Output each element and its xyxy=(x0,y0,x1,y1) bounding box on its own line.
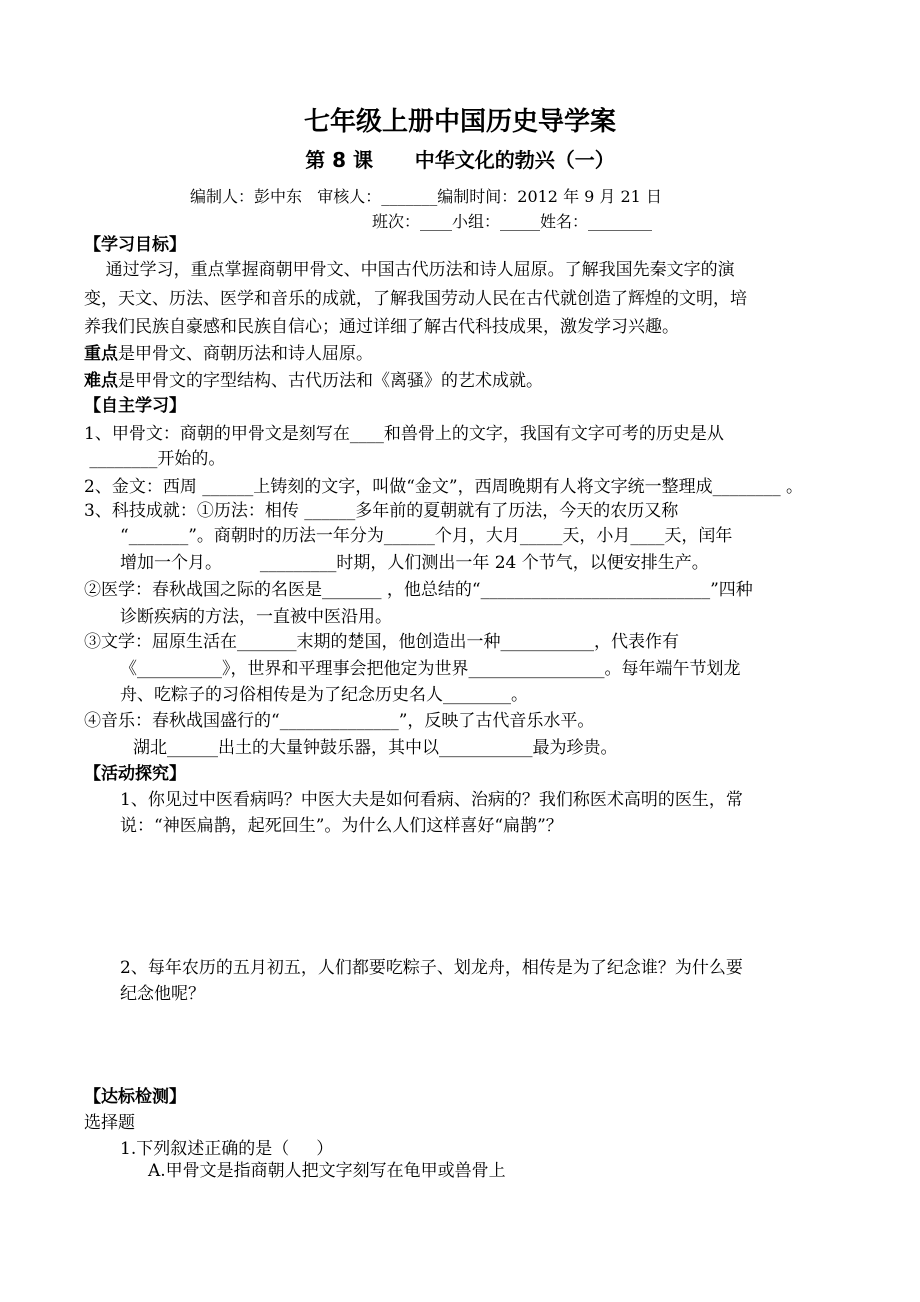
fill-line: 增加一个月。 _________时期，人们测出一年 24 个节气，以便安排生产。 xyxy=(120,553,709,573)
fill-line: 3、科技成就：①历法：相传 ______多年前的夏朝就有了历法，今天的农历又称 xyxy=(84,501,679,521)
test-type: 选择题 xyxy=(84,1113,135,1133)
document-title: 七年级上册中国历史导学案 xyxy=(303,107,616,137)
class-line: 班次：____小组：_____姓名：________ xyxy=(372,212,653,231)
fill-line: “_______”。商朝时的历法一年分为______个月，大月_____天，小月____天，闰年 xyxy=(120,526,733,546)
activity-question: 1、你见过中医看病吗？中医大夫是如何看病、治病的？我们称医术高明的医生，常 xyxy=(120,790,743,810)
difficult-point xyxy=(84,369,543,393)
fill-line: 舟、吃粽子的习俗相传是为了纪念历史名人________。 xyxy=(120,685,528,705)
fill-line: 湖北______出土的大量钟鼓乐器，其中以___________最为珍贵。 xyxy=(133,738,618,758)
key-text: 是甲骨文、商朝历法和诗人屈原。 xyxy=(118,344,373,364)
activity-question: 说：“神医扁鹊，起死回生”。为什么人们这样喜好“扁鹊”？ xyxy=(120,816,563,836)
fill-line: ②医学：春秋战国之际的名医是_______ ，他总结的“___________________________”四种 xyxy=(84,580,753,600)
fill-line: ④音乐：春秋战国盛行的“______________”，反映了古代音乐水平。 xyxy=(84,711,595,731)
test-heading: 【达标检测】 xyxy=(84,1087,186,1107)
editor-line: 编制人：彭中东 审核人：_______编制时间：2012 年 9 月 21 日 xyxy=(190,187,662,206)
activity-question: 2、每年农历的五月初五，人们都要吃粽子、划龙舟，相传是为了纪念谁？为什么要 xyxy=(120,958,743,978)
goals-para-line: 变，天文、历法、医学和音乐的成就，了解我国劳动人民在古代就创造了辉煌的文明，培 xyxy=(84,289,747,309)
difficult-text: 是甲骨文的字型结构、古代历法和《离骚》的艺术成就。 xyxy=(118,371,543,391)
goals-heading: 【学习目标】 xyxy=(84,235,186,255)
test-option-a: A.甲骨文是指商朝人把文字刻写在龟甲或兽骨上 xyxy=(148,1161,506,1181)
fill-line: 诊断疾病的方法，一直被中医沿用。 xyxy=(120,607,392,627)
fill-line: 2、金文：西周 ______上铸刻的文字，叫做“金文”，西周晚期有人将文字统一整理成________ 。 xyxy=(84,477,804,497)
goals-para-line: 通过学习，重点掌握商朝甲骨文、中国古代历法和诗人屈原。了解我国先秦文字的演 xyxy=(84,260,735,280)
fill-line: 《__________》，世界和平理事会把他定为世界________________。每年端午节划龙 xyxy=(120,659,741,679)
fill-line: 1、甲骨文：商朝的甲骨文是刻写在____和兽骨上的文字，我国有文字可考的历史是从 xyxy=(84,424,724,444)
key-label: 重点 xyxy=(84,344,118,364)
fill-line: ________开始的。 xyxy=(84,449,226,469)
goals-para-line: 养我们民族自豪感和民族自信心；通过详细了解古代科技成果，激发学习兴趣。 xyxy=(84,317,679,337)
key-point xyxy=(84,342,373,366)
activity-heading: 【活动探究】 xyxy=(84,764,186,784)
activity-question: 纪念他呢？ xyxy=(120,984,205,1004)
difficult-label: 难点 xyxy=(84,371,118,391)
self-study-heading: 【自主学习】 xyxy=(84,396,186,416)
fill-line: ③文学：屈原生活在_______末期的楚国，他创造出一种___________，代表作有 xyxy=(84,632,679,652)
lesson-subtitle: 第 8 课 中华文化的勃兴（一） xyxy=(305,148,615,172)
test-question: 1.下列叙述正确的是（ ） xyxy=(120,1139,334,1159)
